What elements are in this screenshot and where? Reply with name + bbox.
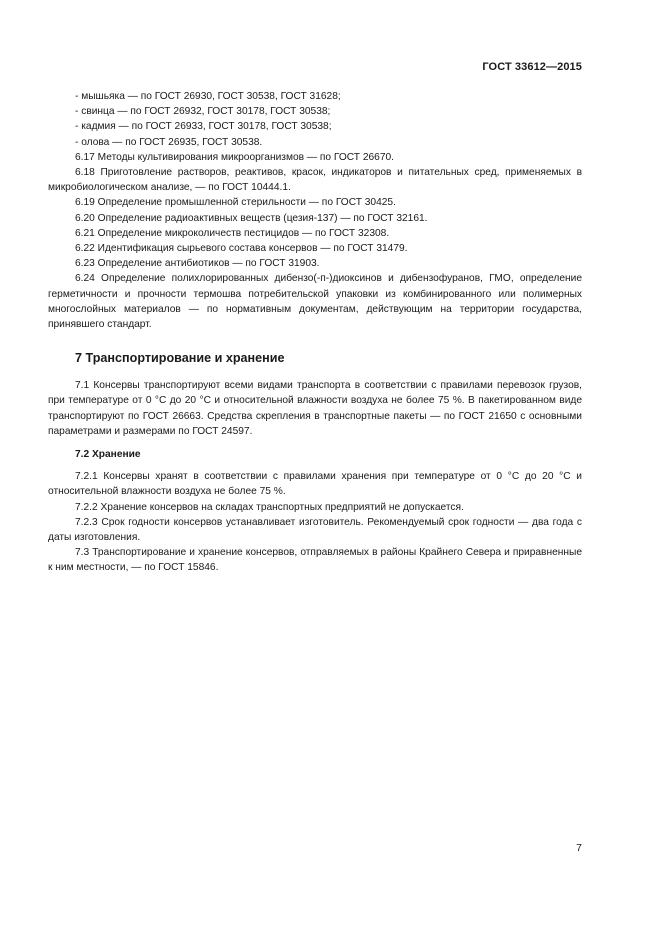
page-number: 7 (576, 842, 582, 854)
clause-6-18: 6.18 Приготовление растворов, реактивов, красок, индикаторов и питательных сред, применяемых в микробиологическом анализе, — по ГОСТ 10444.1. (48, 167, 582, 194)
clause-6-21: 6.21 Определение микроколичеств пестицидов — по ГОСТ 32308. (75, 227, 390, 239)
clause-6-24: 6.24 Определение полихлорированных дибензо(-п-)диоксинов и дибензофуранов, ГМО, определение герметичности и прочности термошва потребительской упаковки из комбинированного или полимерных многослойных материалов — по нормативным документам, действующим на территории государства, принявшего стандарт. (48, 273, 582, 331)
clause-6-22: 6.22 Идентификация сырьевого состава консервов — по ГОСТ 31479. (75, 243, 408, 255)
subsection-7-2-heading: 7.2 Хранение (75, 449, 141, 461)
clause-7-2-2: 7.2.2 Хранение консервов на складах транспортных предприятий не допускается. (75, 501, 464, 513)
clause-6-20: 6.20 Определение радиоактивных веществ (цезия-137) — по ГОСТ 32161. (75, 212, 428, 224)
clause-6-23: 6.23 Определение антибиотиков — по ГОСТ 31903. (75, 258, 320, 270)
clause-7-3: 7.3 Транспортирование и хранение консервов, отправляемых в районы Крайнего Севера и приравненные к ним местности, — по ГОСТ 15846. (48, 547, 582, 574)
clause-7-2-1: 7.2.1 Консервы хранят в соответствии с правилами хранения при температуре от 0 °С до 20 °С и относительной влажности воздуха не более 75 %. (48, 471, 582, 498)
section-7-heading: 7 Транспортирование и хранение (75, 351, 285, 366)
list-item: - свинца — по ГОСТ 26932, ГОСТ 30178, ГОСТ 30538; (75, 106, 331, 118)
list-item: - кадмия — по ГОСТ 26933, ГОСТ 30178, ГОСТ 30538; (75, 121, 332, 133)
list-item: - олова — по ГОСТ 26935, ГОСТ 30538. (75, 136, 263, 148)
page-content (48, 89, 582, 576)
clause-6-17: 6.17 Методы культивирования микроорганизмов — по ГОСТ 26670. (75, 151, 394, 163)
list-item: - мышьяка — по ГОСТ 26930, ГОСТ 30538, ГОСТ 31628; (75, 91, 341, 102)
clause-7-2-3: 7.2.3 Срок годности консервов устанавливает изготовитель. Рекомендуемый срок годности — два года с даты изготовления. (48, 516, 582, 544)
document-header: ГОСТ 33612—2015 (482, 61, 582, 73)
clause-6-19: 6.19 Определение промышленной стерильности — по ГОСТ 30425. (75, 197, 396, 209)
clause-7-1: 7.1 Консервы транспортируют всеми видами транспорта в соответствии с правилами перевозок грузов, при температуре от 0 °С до 20 °С и относительной влажности воздуха не более 75 %. В пакетированном виде транспортируют по ГОСТ 26663. Средства скрепления в транспортные пакеты — по ГОСТ 21650 с основными параметрами и размерами по ГОСТ 24597. (48, 380, 582, 437)
